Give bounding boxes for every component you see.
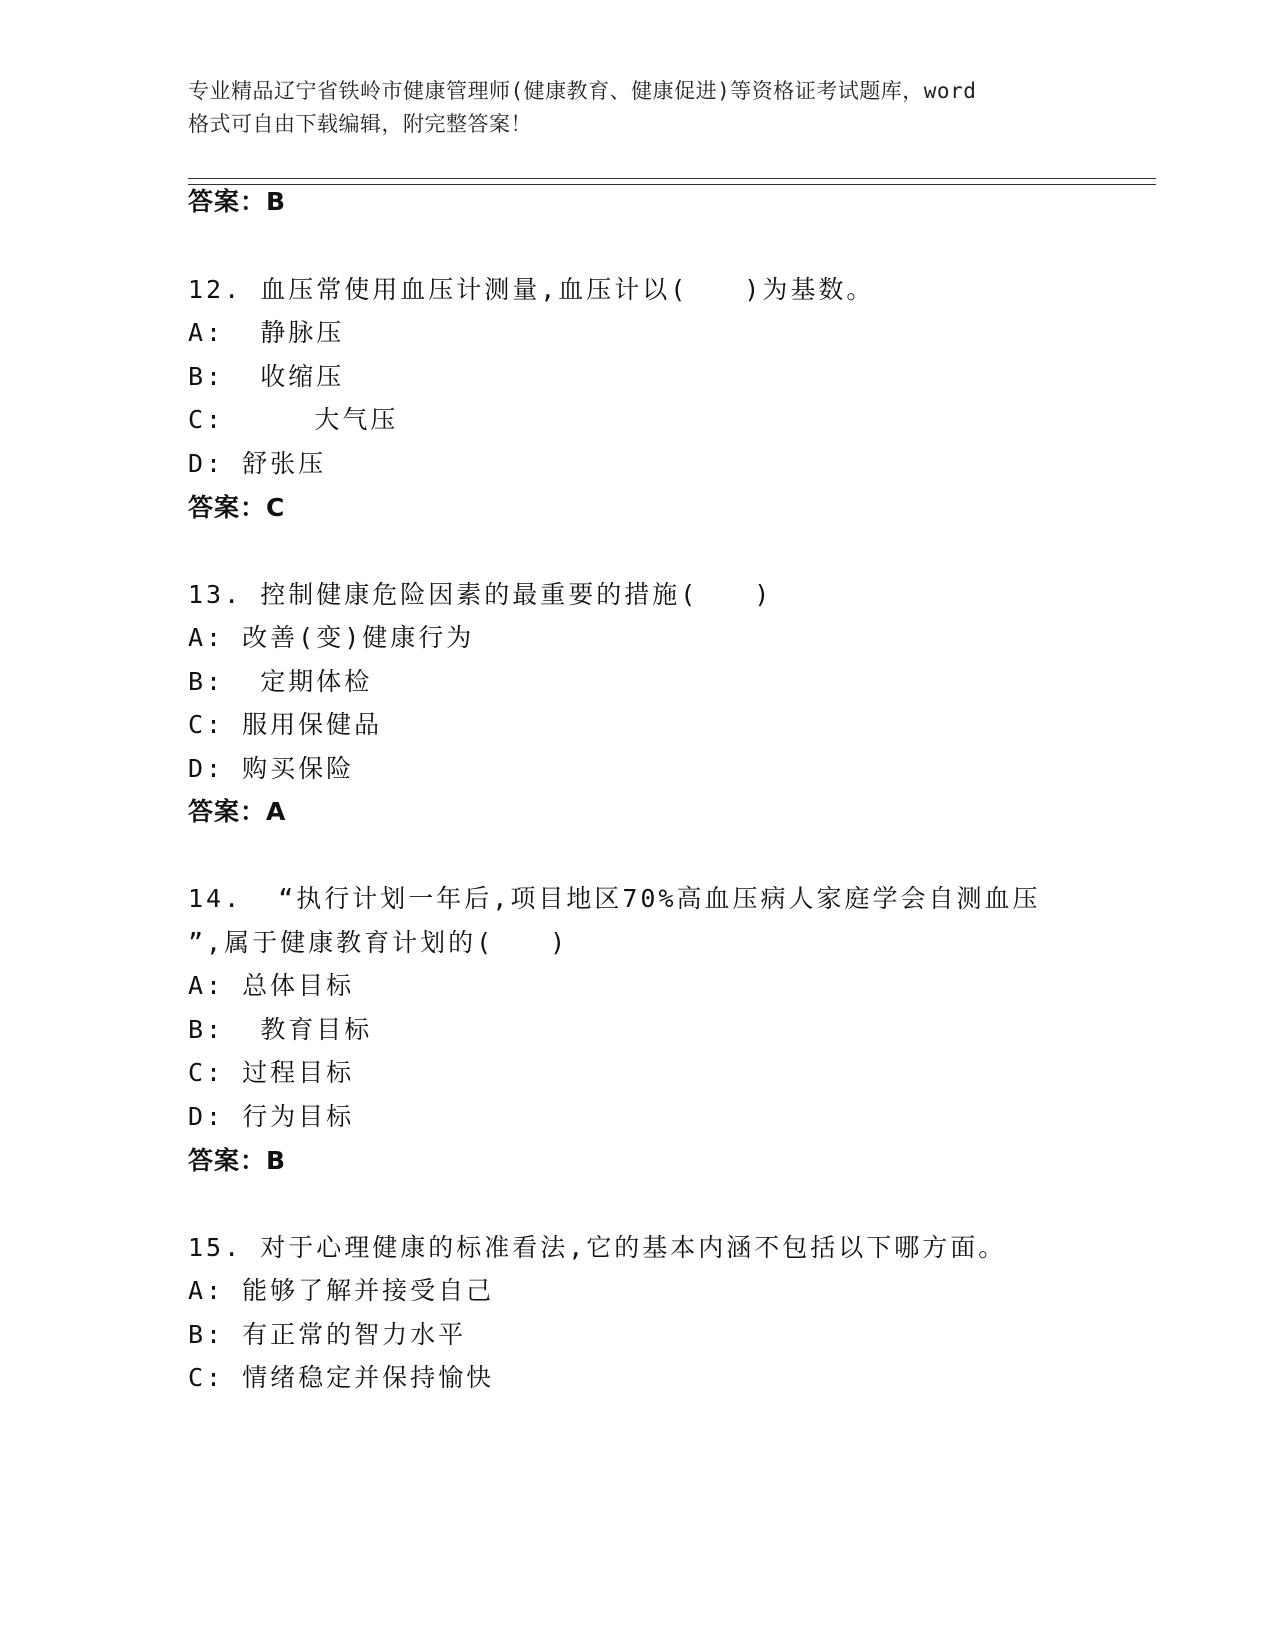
- question-12-option-d: D: 舒张压: [188, 449, 327, 478]
- question-15-option-b: B: 有正常的智力水平: [188, 1320, 467, 1349]
- question-13-option-b: B: 定期体检: [188, 667, 373, 696]
- question-14-option-a: A: 总体目标: [188, 971, 355, 1000]
- question-15-option-c: C: 情绪稳定并保持愉快: [188, 1363, 495, 1392]
- question-14-option-b: B: 教育目标: [188, 1015, 373, 1044]
- question-13-option-a: A: 改善(变)健康行为: [188, 623, 475, 652]
- question-13-option-c: C: 服用保健品: [188, 710, 383, 739]
- question-12-answer: 答案：C: [188, 493, 286, 522]
- question-12-option-b: B: 收缩压: [188, 362, 345, 391]
- question-12-option-a: A: 静脉压: [188, 318, 345, 347]
- question-14-option-c: C: 过程目标: [188, 1058, 355, 1087]
- question-12-stem: 12. 血压常使用血压计测量,血压计以( )为基数。: [188, 275, 875, 304]
- question-14-stem-line-2: ”,属于健康教育计划的( ): [188, 928, 569, 957]
- question-15-stem: 15. 对于心理健康的标准看法,它的基本内涵不包括以下哪方面。: [188, 1233, 1007, 1262]
- answer-prev: 答案：B: [188, 187, 287, 216]
- header-line-2: 格式可自由下载编辑，附完整答案！: [188, 112, 532, 136]
- question-13-option-d: D: 购买保险: [188, 754, 355, 783]
- question-15-option-a: A: 能够了解并接受自己: [188, 1276, 495, 1305]
- header-divider: [188, 178, 1156, 185]
- question-14-option-d: D: 行为目标: [188, 1102, 355, 1131]
- page-header: [188, 75, 1088, 141]
- question-13-stem: 13. 控制健康危险因素的最重要的措施( ): [188, 580, 773, 609]
- question-12-option-c: C: 大气压: [188, 405, 399, 434]
- question-13-answer: 答案：A: [188, 797, 287, 826]
- header-line-1: 专业精品辽宁省铁岭市健康管理师(健康教育、健康促进)等资格证考试题库，word: [188, 79, 977, 103]
- question-14-stem-line-1: 14. “执行计划一年后,项目地区70%高血压病人家庭学会自测血压: [188, 884, 1041, 913]
- question-14-answer: 答案：B: [188, 1146, 287, 1175]
